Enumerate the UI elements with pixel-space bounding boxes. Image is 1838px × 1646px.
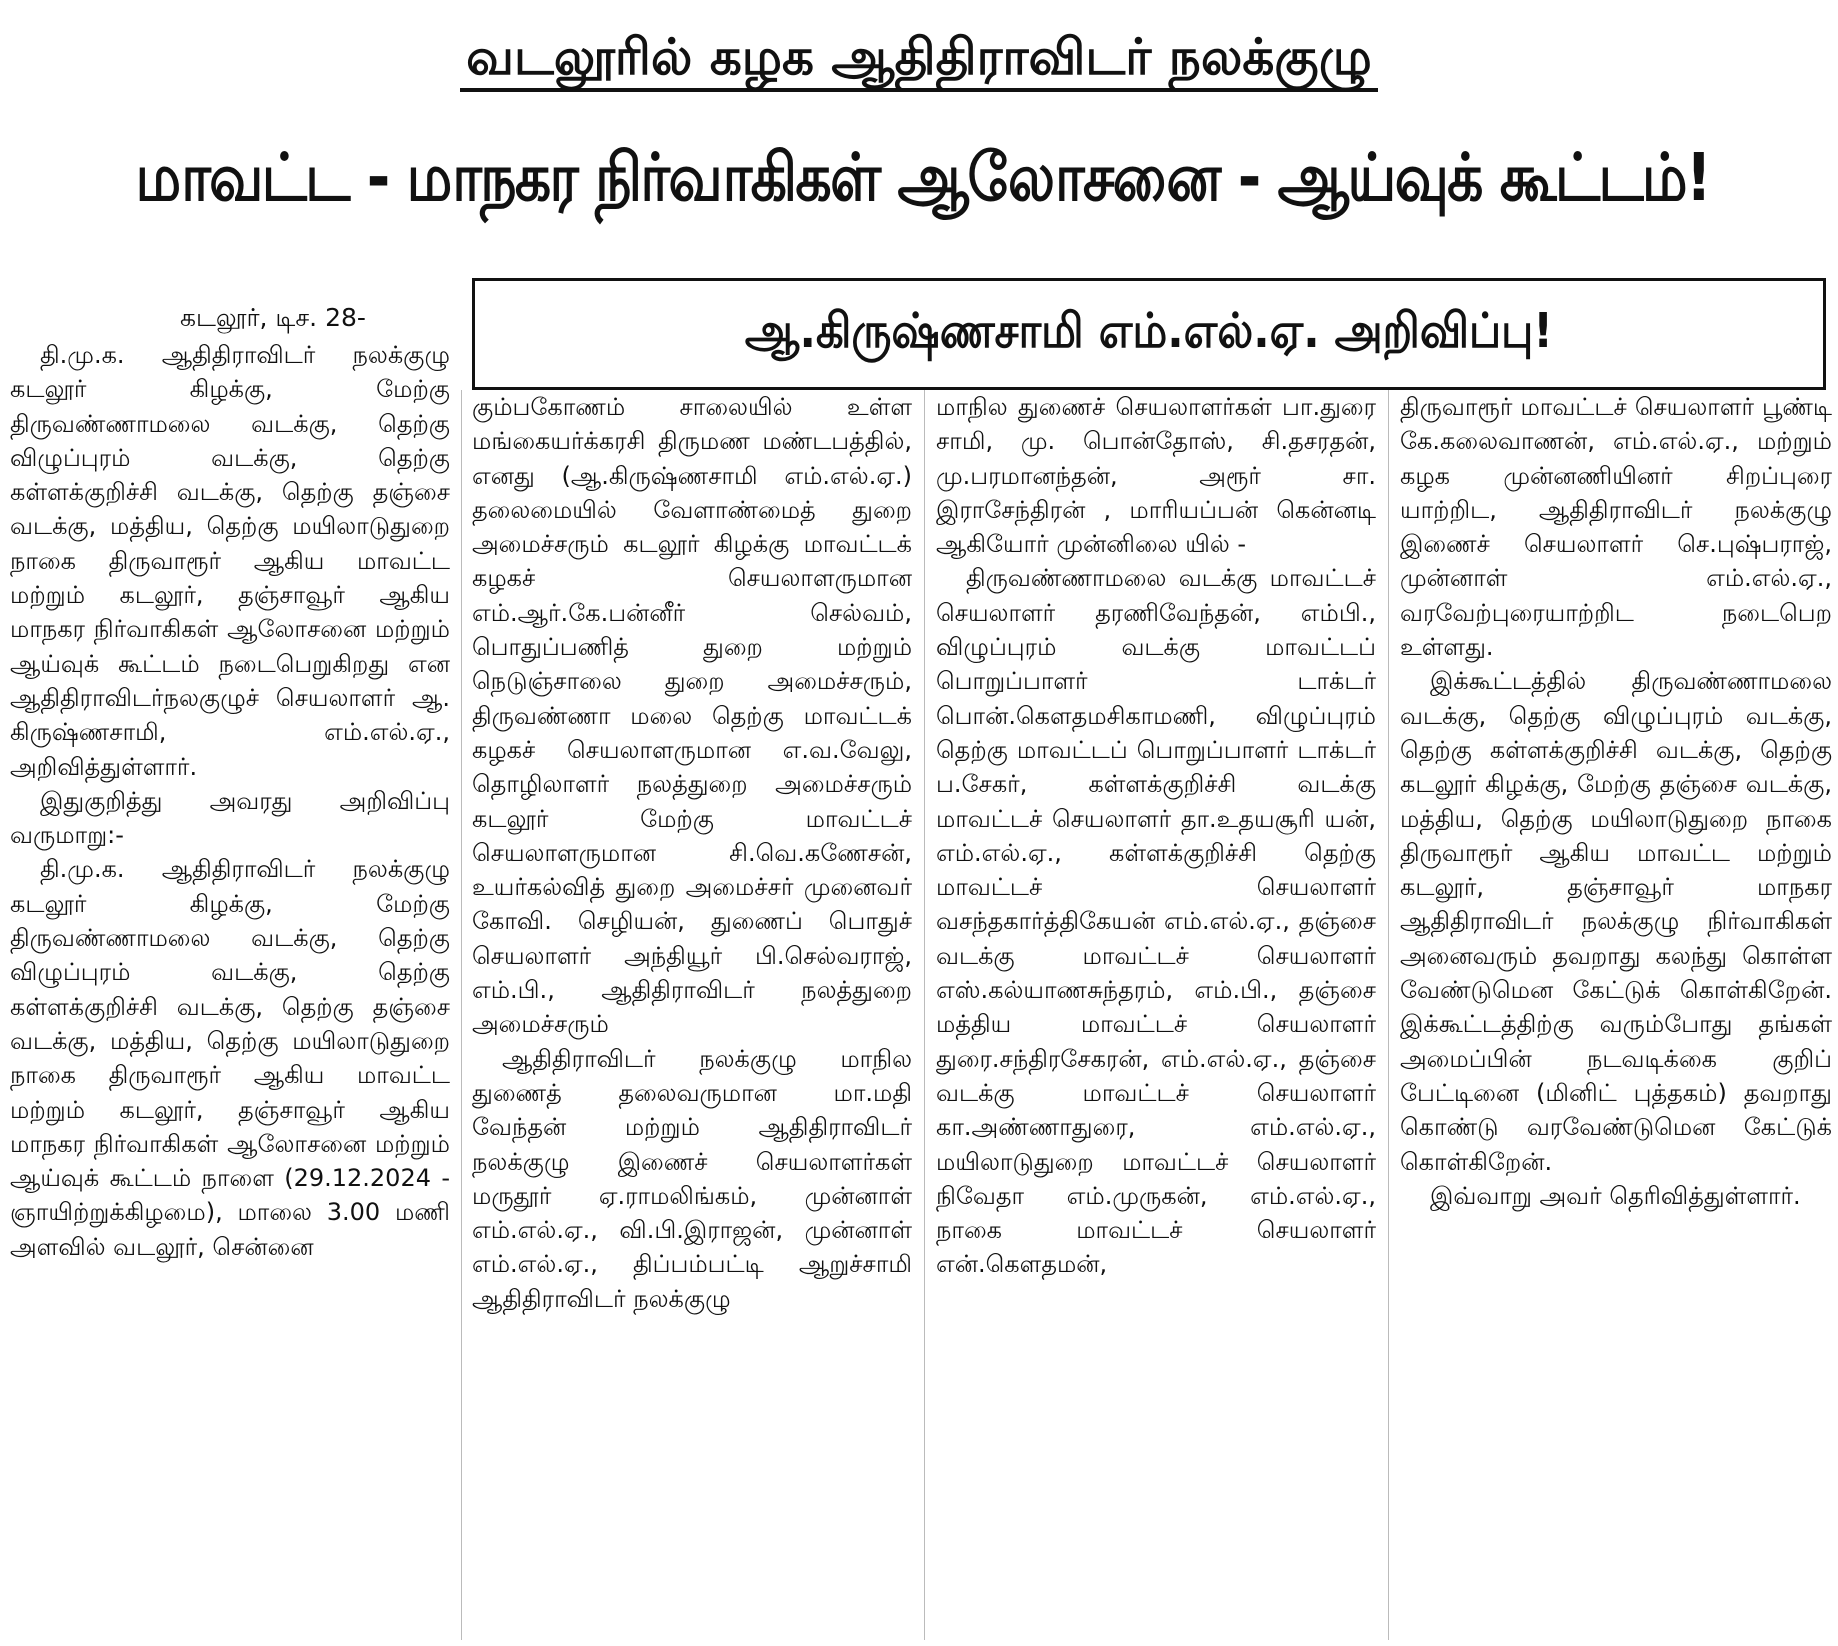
article-column-1 — [10, 338, 450, 1638]
main-headline: மாவட்ட - மாநகர நிர்வாகிகள் ஆலோசனை - ஆய்வுக் கூட்டம்! — [135, 139, 1711, 216]
article-paragraph: தி.மு.க. ஆதிதிராவிடர் நலக்குழு கடலூர் கிழக்கு, மேற்கு திருவண்ணாமலை வடக்கு, தெற்கு விழுப்புரம் வடக்கு, தெற்கு கள்ளக்குறிச்சி வடக்கு, தெற்கு தஞ்சை வடக்கு, மத்திய, தெற்கு மயிலாடுதுறை நாகை திருவாரூர் ஆகிய மாவட்ட மற்றும் கடலூர், தஞ்சாவூர் ஆகிய மாநகர நிர்வாகிகள் ஆலோசனை மற்றும் ஆய்வுக் கூட்டம் நடைபெறுகிறது என ஆதிதிராவிடர்நலகுழுச் செயலாளர் ஆ. கிருஷ்ணசாமி, எம்.எல்.ஏ., அறிவித்துள்ளார். — [10, 341, 450, 781]
article-paragraph: மாநில துணைச் செயலாளர்கள் பா.துரை சாமி, மு. பொன்தோஸ், சி.தசரதன், மு.பரமானந்தன், அரூர் சா. இராசேந்திரன் , மாரியப்பன் கென்னடி ஆகியோர் முன்னிலை யில் - — [936, 393, 1376, 559]
deck-heading: ஆ.கிருஷ்ணசாமி எம்.எல்.ஏ. அறிவிப்பு! — [744, 303, 1554, 359]
article-paragraph: ஆதிதிராவிடர் நலக்குழு மாநில துணைத் தலைவருமான மா.மதி வேந்தன் மற்றும் ஆதிதிராவிடர் நலக்குழு இணைச் செயலாளர்கள் மருதூர் ஏ.ராமலிங்கம், முன்னாள் எம்.எல்.ஏ., வி.பி.இராஜன், முன்னாள் எம்.எல்.ஏ., திப்பம்பட்டி ஆறுச்சாமி ஆதிதிராவிடர் நலக்குழு — [472, 1044, 912, 1313]
article-paragraph: திருவண்ணாமலை வடக்கு மாவட்டச் செயலாளர் தரணிவேந்தன், எம்பி., விழுப்புரம் வடக்கு மாவட்டப் பொறுப்பாளர் டாக்டர் பொன்.கௌதமசிகாமணி, விழுப்புரம் தெற்கு மாவட்டப் பொறுப்பாளர் டாக்டர் ப.சேகர், கள்ளக்குறிச்சி வடக்கு மாவட்டச் செயலாளர் தா.உதயசூரி யன், எம்.எல்.ஏ., கள்ளக்குறிச்சி தெற்கு மாவட்டச் செயலாளர் வசந்தகார்த்திகேயன் எம்.எல்.ஏ., தஞ்சை வடக்கு மாவட்டச் செயலாளர் எஸ்.கல்யாணசுந்தரம், எம்.பி., தஞ்சை மத்திய மாவட்டச் செயலாளர் துரை.சந்திரசேகரன், எம்.எல்.ஏ., தஞ்சை வடக்கு மாவட்டச் செயலாளர் கா.அண்ணாதுரை, எம்.எல்.ஏ., மயிலாடுதுறை மாவட்டச் செயலாளர் நிவேதா எம்.முருகன், எம்.எல்.ஏ., நாகை மாவட்டச் செயலாளர் என்.கௌதமன், — [936, 564, 1376, 1279]
article-column-2 — [472, 390, 912, 1640]
article-paragraph: இக்கூட்டத்தில் திருவண்ணாமலை வடக்கு, தெற்கு விழுப்புரம் வடக்கு, தெற்கு கள்ளக்குறிச்சி வடக்கு, தெற்கு கடலூர் கிழக்கு, மேற்கு தஞ்சை வடக்கு, மத்திய, தெற்கு மயிலாடுதுறை நாகை திருவாரூர் ஆகிய மாவட்ட மற்றும் கடலூர், தஞ்சாவூர் மாநகர ஆதிதிராவிடர் நலக்குழு நிர்வாகிகள் அனைவரும் தவறாது கலந்து கொள்ள வேண்டுமென கேட்டுக் கொள்கிறேன். இக்கூட்டத்திற்கு வரும்போது தங்கள் அமைப்பின் நடவடிக்கை குறிப் பேட்டினை (மினிட் புத்தகம்) தவறாது கொண்டு வரவேண்டுமென கேட்டுக் கொள்கிறேன். — [1400, 667, 1832, 1176]
article-paragraph: இவ்வாறு அவர் தெரிவித்துள்ளார். — [1430, 1181, 1801, 1210]
article-paragraph: தி.மு.க. ஆதிதிராவிடர் நலக்குழு கடலூர் கிழக்கு, மேற்கு திருவண்ணாமலை வடக்கு, தெற்கு விழுப்புரம் வடக்கு, தெற்கு கள்ளக்குறிச்சி வடக்கு, தெற்கு தஞ்சை வடக்கு, மத்திய, தெற்கு மயிலாடுதுறை நாகை திருவாரூர் ஆகிய மாவட்ட மற்றும் கடலூர், தஞ்சாவூர் ஆகிய மாநகர நிர்வாகிகள் ஆலோசனை மற்றும் ஆய்வுக் கூட்டம் நாளை (29.12.2024 - ஞாயிற்றுக்கிழமை), மாலை 3.00 மணி அளவில் வடலூர், சென்னை — [10, 855, 450, 1261]
column-rule — [461, 390, 462, 1640]
column-rule — [1388, 390, 1389, 1640]
dateline: கடலூர், டிச. 28- — [180, 303, 366, 332]
article-column-3 — [936, 390, 1376, 1640]
article-paragraph: இதுகுறித்து அவரது அறிவிப்பு வருமாறு:- — [10, 786, 450, 850]
deck-box — [472, 278, 1826, 390]
article-paragraph: கும்பகோணம் சாலையில் உள்ள மங்கையர்க்கரசி திருமண மண்டபத்தில், எனது (ஆ.கிருஷ்ணசாமி எம்.எல்.ஏ.) தலைமையில் வேளாண்மைத் துறை அமைச்சரும் கடலூர் கிழக்கு மாவட்டக் கழகச் செயலாளருமான எம்.ஆர்.கே.பன்னீர் செல்வம், பொதுப்பணித் துறை மற்றும் நெடுஞ்சாலை துறை அமைச்சரும், திருவண்ணா மலை தெற்கு மாவட்டக் கழகச் செயலாளருமான எ.வ.வேலு, தொழிலாளர் நலத்துறை அமைச்சரும் கடலூர் மேற்கு மாவட்டச் செயலாளருமான சி.வெ.கணேசன், உயர்கல்வித் துறை அமைச்சர் முனைவர் கோவி. செழியன், துணைப் பொதுச் செயலாளர் அந்தியூர் பி.செல்வராஜ், எம்.பி., ஆதிதிராவிடர் நலத்துறை அமைச்சரும் — [472, 393, 912, 1039]
article-paragraph: திருவாரூர் மாவட்டச் செயலாளர் பூண்டி கே.கலைவாணன், எம்.எல்.ஏ., மற்றும் கழக முன்னணியினர் சிறப்புரை யாற்றிட, ஆதிதிராவிடர் நலக்குழு இணைச் செயலாளர் செ.புஷ்பராஜ், முன்னாள் எம்.எல்.ஏ., வரவேற்புரையாற்றிட நடைபெற உள்ளது. — [1400, 393, 1832, 662]
kicker-heading: வடலூரில் கழக ஆதிதிராவிடர் நலக்குழு — [0, 22, 1838, 92]
column-rule — [924, 390, 925, 1640]
article-column-4 — [1400, 390, 1832, 1640]
